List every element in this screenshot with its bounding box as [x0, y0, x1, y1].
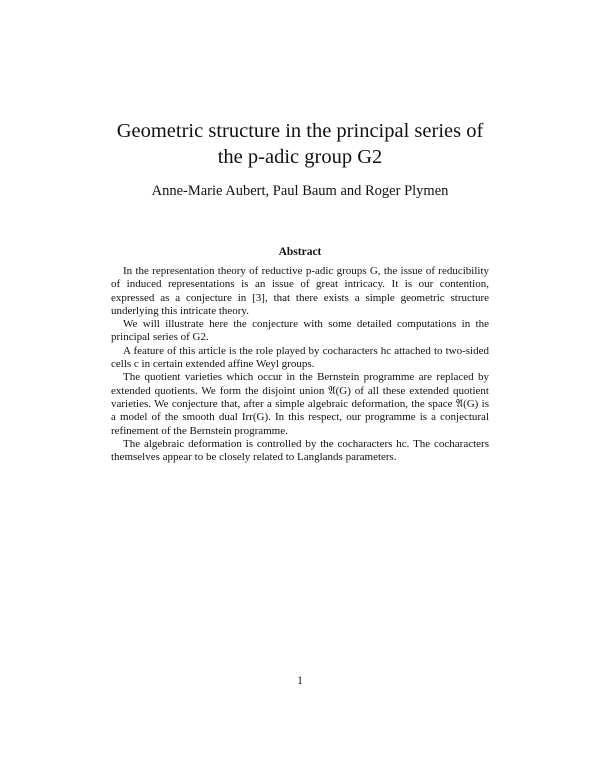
- abstract-paragraph-4: The quotient varieties which occur in the Bernstein programme are replaced by extended quotients. We form the disjoint union 𝔄(G) of all these extended quotient varieties. We conjecture that, after a simple algebraic deformation, the space 𝔄(G) is a model of the smooth dual Irr(G). In this respect, our programme is a conjectural refinement of the Bernstein programme.: [111, 371, 489, 437]
- paper-title: [60, 118, 540, 170]
- authors: Anne-Marie Aubert, Paul Baum and Roger Plymen: [151, 183, 449, 199]
- title-line-2: the p-adic group G2: [217, 146, 383, 168]
- abstract-paragraph-2: We will illustrate here the conjecture with some detailed computations in the principal series of G2.: [111, 318, 489, 344]
- abstract-paragraph-3: A feature of this article is the role played by cocharacters hc attached to two-sided cells c in certain extended affine Weyl groups.: [111, 344, 489, 371]
- title-line-1: Geometric structure in the principal series of: [116, 120, 484, 142]
- abstract-paragraph-1: In the representation theory of reductive p-adic groups G, the issue of reducibility of induced representations is an issue of great intricacy. It is our contention, expressed as a conjecture in [3], that there exists a simple geometric structure underlying this intricate theory.: [111, 265, 489, 317]
- abstract-heading: Abstract: [278, 246, 322, 258]
- page-number: 1: [297, 675, 303, 687]
- abstract-body: [111, 265, 489, 464]
- abstract-paragraph-5: The algebraic deformation is controlled by the cocharacters hc. The cocharacters themselves appear to be closely related to Langlands parameters.: [111, 437, 489, 464]
